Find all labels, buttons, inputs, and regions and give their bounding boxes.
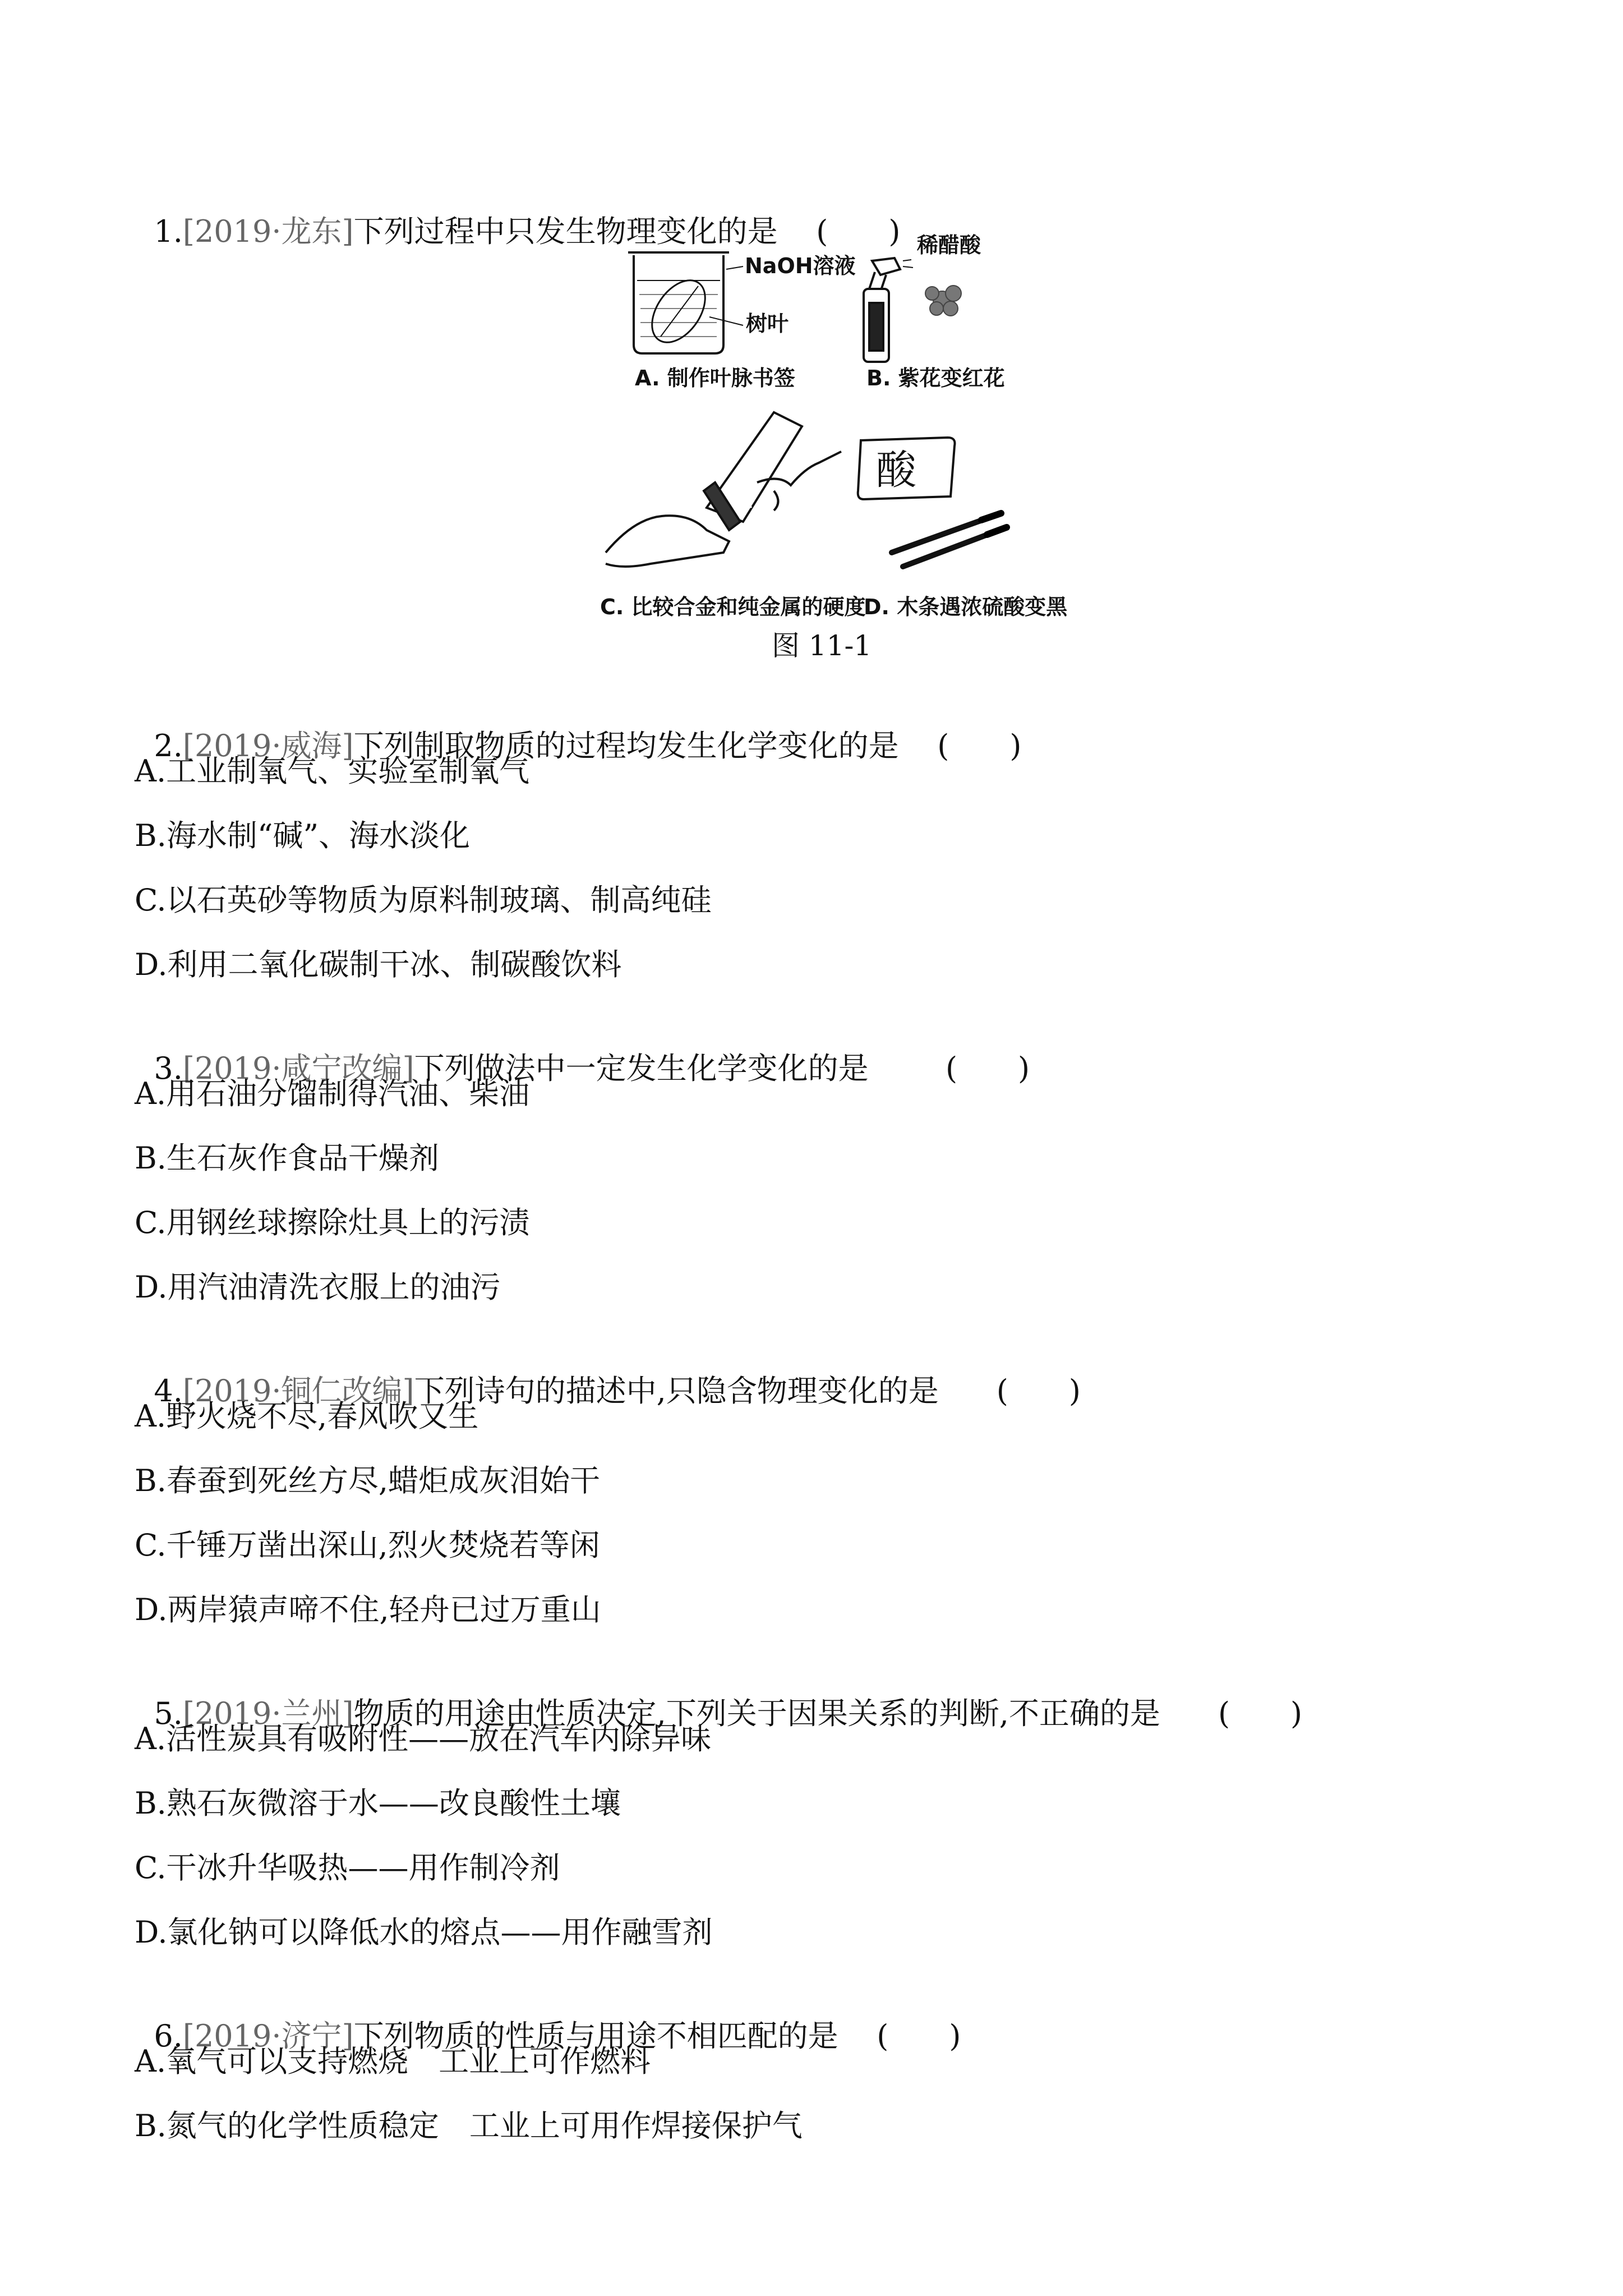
figure-11-1: [589, 227, 1094, 631]
answer-blank: ( ): [877, 2018, 961, 2054]
question-2-option-b: B.海水制“碱”、海水淡化: [135, 818, 471, 853]
question-5-option-b: B.熟石灰微溶于水——改良酸性土壤: [135, 1786, 621, 1821]
question-2-option-c: C.以石英砂等物质为原料制玻璃、制高纯硅: [135, 882, 712, 918]
question-number: 1.: [154, 214, 183, 249]
purple-flower-illustration: [925, 286, 961, 316]
question-6-option-a: A.氧气可以支持燃烧 工业上可作燃料: [135, 2044, 651, 2079]
question-3-option-d: D.用汽油清洗衣服上的油污: [135, 1269, 501, 1305]
question-2-option-a: A.工业制氧气、实验室制氧气: [135, 753, 530, 789]
question-5-option-a: A.活性炭具有吸附性——放在汽车内除异味: [135, 1721, 712, 1756]
question-text: 下列制取物质的过程均发生化学变化的是: [353, 728, 899, 763]
question-number: 2.: [154, 728, 183, 763]
question-4-option-b: B.春蚕到死丝方尽,蜡炬成灰泪始干: [135, 1463, 601, 1498]
question-number: 5.: [154, 1696, 183, 1731]
answer-blank: ( ): [996, 1373, 1081, 1409]
figure-title: 图 11-1: [772, 629, 872, 662]
question-source: [2019·威海]: [182, 728, 354, 763]
label-acid-character: 酸: [876, 447, 917, 494]
question-source: [2019·龙东]: [182, 214, 354, 249]
question-source: [2019·铜仁改编]: [182, 1373, 414, 1409]
caption-c: C. 比较合金和纯金属的硬度: [600, 595, 866, 619]
answer-blank: ( ): [816, 214, 901, 249]
question-3-option-c: C.用钢丝球擦除灶具上的污渍: [135, 1205, 530, 1240]
question-3-option-b: B.生石灰作食品干燥剂: [135, 1140, 439, 1176]
caption-a: A. 制作叶脉书签: [635, 366, 795, 390]
question-source: [2019·济宁]: [182, 2018, 354, 2054]
caption-d: D. 木条遇浓硫酸变黑: [864, 595, 1068, 619]
question-2-option-d: D.利用二氧化碳制干冰、制碳酸饮料: [135, 947, 622, 982]
question-4-option-a: A.野火烧不尽,春风吹又生: [135, 1398, 479, 1434]
spray-bottle-illustration: [864, 258, 913, 362]
answer-blank: ( ): [945, 1051, 1030, 1086]
question-5-option-c: C.干冰升华吸热——用作制冷剂: [135, 1850, 560, 1885]
beaker-illustration: [628, 252, 743, 353]
answer-blank: ( ): [937, 728, 1022, 763]
question-4-option-c: C.千锤万凿出深山,烈火焚烧若等闲: [135, 1527, 600, 1563]
question-text: 物质的用途由性质决定,下列关于因果关系的判断,不正确的是: [353, 1696, 1160, 1731]
question-text: 下列做法中一定发生化学变化的是: [414, 1051, 869, 1086]
question-text: 下列过程中只发生物理变化的是: [353, 214, 778, 249]
question-number: 4.: [154, 1373, 183, 1409]
caption-b: B. 紫花变红花: [866, 366, 1005, 390]
question-text: 下列诗句的描述中,只隐含物理变化的是: [414, 1373, 939, 1409]
question-3-option-a: A.用石油分馏制得汽油、柴油: [135, 1076, 530, 1111]
label-naoh-solution: NaOH溶液: [745, 254, 856, 278]
label-leaf: 树叶: [746, 311, 789, 336]
question-source: [2019·兰州]: [182, 1696, 354, 1731]
question-6-option-b: B.氮气的化学性质稳定 工业上可用作焊接保护气: [135, 2108, 803, 2143]
metal-scratch-illustration: [606, 412, 841, 567]
answer-blank: ( ): [1218, 1696, 1303, 1731]
question-text: 下列物质的性质与用途不相匹配的是: [353, 2018, 838, 2054]
question-5-option-d: D.氯化钠可以降低水的熔点——用作融雪剂: [135, 1915, 713, 1950]
question-source: [2019·咸宁改编]: [182, 1051, 414, 1086]
label-dilute-acetic-acid: 稀醋酸: [917, 233, 981, 257]
question-number: 3.: [154, 1051, 183, 1086]
question-4-option-d: D.两岸猿声啼不住,轻舟已过万重山: [135, 1592, 601, 1627]
question-number: 6.: [154, 2018, 183, 2054]
